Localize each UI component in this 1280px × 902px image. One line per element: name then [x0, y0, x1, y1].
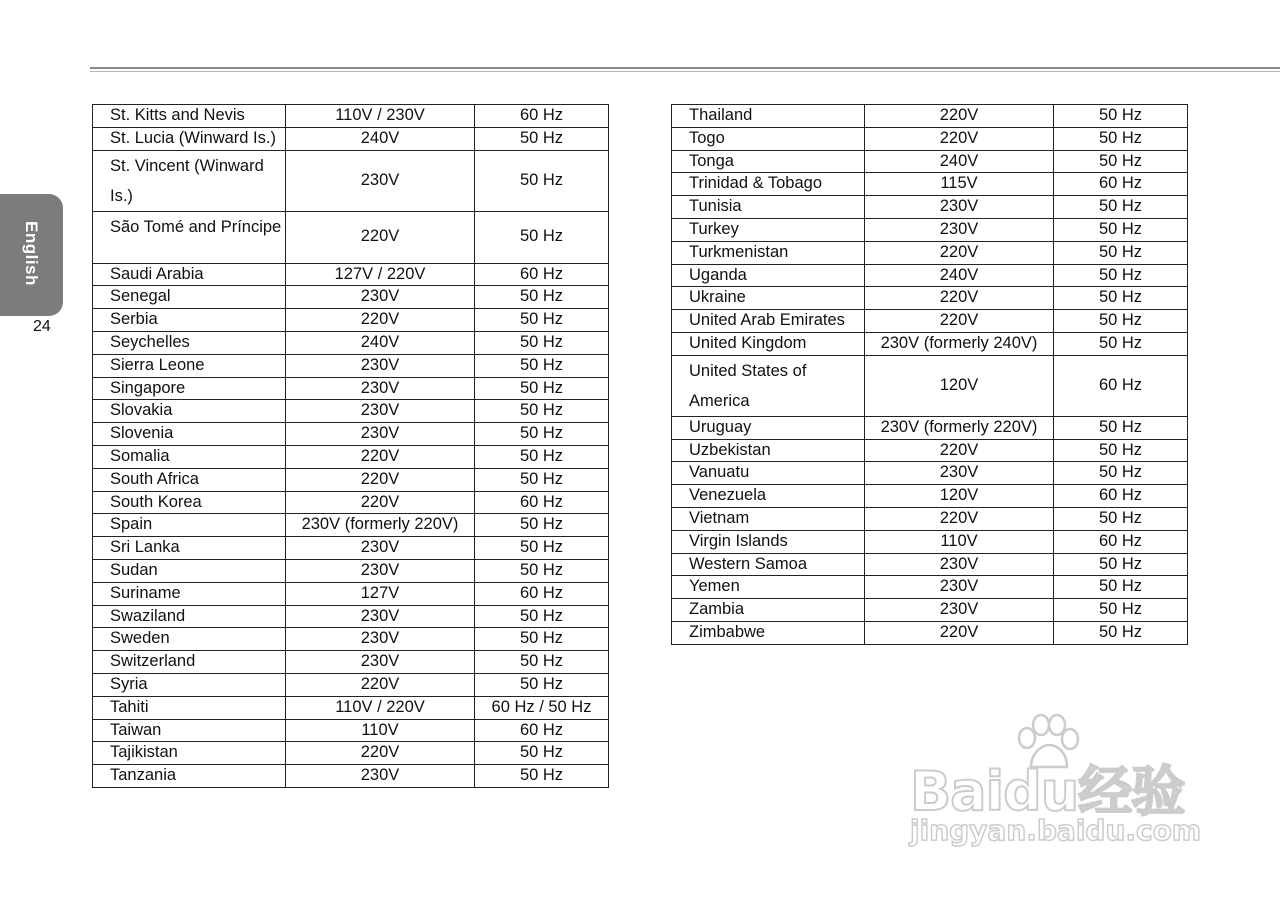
voltage-cell: 220V	[865, 105, 1054, 128]
frequency-cell: 50 Hz	[1054, 507, 1188, 530]
frequency-cell: 50 Hz	[1054, 599, 1188, 622]
country-cell: Saudi Arabia	[93, 263, 286, 286]
frequency-cell: 50 Hz	[475, 331, 609, 354]
country-cell: Uganda	[672, 264, 865, 287]
country-cell: St. Lucia (Winward Is.)	[93, 127, 286, 150]
voltage-cell: 220V	[286, 742, 475, 765]
table-row	[93, 150, 609, 211]
frequency-cell: 60 Hz	[1054, 173, 1188, 196]
voltage-cell: 230V	[286, 423, 475, 446]
frequency-cell: 50 Hz	[1054, 264, 1188, 287]
frequency-cell: 50 Hz	[475, 150, 609, 211]
voltage-cell: 110V / 230V	[286, 105, 475, 128]
country-cell: United States of America	[672, 355, 865, 416]
table-row	[672, 355, 1188, 416]
frequency-cell: 50 Hz	[1054, 105, 1188, 128]
table-row	[672, 218, 1188, 241]
voltage-cell: 220V	[286, 673, 475, 696]
frequency-cell: 60 Hz	[475, 719, 609, 742]
watermark-brand: Baidu经验	[910, 760, 1185, 823]
frequency-cell: 60 Hz	[1054, 530, 1188, 553]
frequency-cell: 50 Hz	[475, 377, 609, 400]
country-cell: Serbia	[93, 309, 286, 332]
country-cell: Virgin Islands	[672, 530, 865, 553]
frequency-cell: 50 Hz	[1054, 462, 1188, 485]
country-cell: Somalia	[93, 445, 286, 468]
frequency-cell: 60 Hz / 50 Hz	[475, 696, 609, 719]
country-cell: Taiwan	[93, 719, 286, 742]
country-cell: South Korea	[93, 491, 286, 514]
country-cell: Vanuatu	[672, 462, 865, 485]
voltage-cell: 220V	[865, 507, 1054, 530]
frequency-cell: 60 Hz	[475, 491, 609, 514]
voltage-cell: 230V	[865, 218, 1054, 241]
country-cell: United Arab Emirates	[672, 310, 865, 333]
frequency-cell: 60 Hz	[1054, 355, 1188, 416]
table-row	[93, 582, 609, 605]
voltage-cell: 230V (formerly 220V)	[286, 514, 475, 537]
frequency-cell: 50 Hz	[475, 127, 609, 150]
voltage-cell: 230V	[865, 553, 1054, 576]
voltage-cell: 240V	[286, 127, 475, 150]
voltage-cell: 220V	[865, 287, 1054, 310]
voltage-cell: 127V	[286, 582, 475, 605]
table-row	[672, 105, 1188, 128]
page-number: 24	[33, 318, 51, 335]
frequency-cell: 50 Hz	[475, 651, 609, 674]
country-cell: Zimbabwe	[672, 621, 865, 644]
table-row	[93, 628, 609, 651]
voltage-table-right	[671, 104, 1188, 645]
voltage-cell: 110V	[286, 719, 475, 742]
table-row	[672, 485, 1188, 508]
table-row	[93, 651, 609, 674]
frequency-cell: 50 Hz	[475, 286, 609, 309]
country-cell: Sierra Leone	[93, 354, 286, 377]
table-row	[93, 211, 609, 263]
country-cell: Switzerland	[93, 651, 286, 674]
frequency-cell: 50 Hz	[1054, 241, 1188, 264]
country-cell: Sudan	[93, 559, 286, 582]
frequency-cell: 50 Hz	[1054, 439, 1188, 462]
voltage-cell: 110V	[865, 530, 1054, 553]
table-row	[672, 576, 1188, 599]
table-row	[93, 468, 609, 491]
table-row	[93, 537, 609, 560]
frequency-cell: 50 Hz	[475, 309, 609, 332]
country-cell: Ukraine	[672, 287, 865, 310]
country-cell: São Tomé and Príncipe	[93, 211, 286, 263]
frequency-cell: 50 Hz	[475, 605, 609, 628]
voltage-cell: 230V	[286, 651, 475, 674]
voltage-cell: 220V	[865, 621, 1054, 644]
table-row	[93, 286, 609, 309]
table-row	[93, 445, 609, 468]
table-row	[93, 559, 609, 582]
table-row	[672, 416, 1188, 439]
frequency-cell: 50 Hz	[475, 514, 609, 537]
country-cell: Tonga	[672, 150, 865, 173]
country-cell: Tunisia	[672, 196, 865, 219]
voltage-cell: 127V / 220V	[286, 263, 475, 286]
frequency-cell: 60 Hz	[475, 105, 609, 128]
header-rule	[90, 67, 1280, 72]
table-row	[672, 507, 1188, 530]
country-cell: Tajikistan	[93, 742, 286, 765]
table-row	[672, 196, 1188, 219]
table-row	[672, 332, 1188, 355]
frequency-cell: 60 Hz	[475, 582, 609, 605]
table-row	[672, 310, 1188, 333]
table-row	[672, 621, 1188, 644]
voltage-cell: 230V	[286, 354, 475, 377]
table-row	[672, 173, 1188, 196]
country-cell: Syria	[93, 673, 286, 696]
table-row	[672, 530, 1188, 553]
country-cell: Turkmenistan	[672, 241, 865, 264]
table-row	[93, 605, 609, 628]
frequency-cell: 50 Hz	[1054, 287, 1188, 310]
voltage-table-left	[92, 104, 609, 788]
voltage-cell: 240V	[865, 264, 1054, 287]
frequency-cell: 50 Hz	[475, 628, 609, 651]
country-cell: Uruguay	[672, 416, 865, 439]
frequency-cell: 50 Hz	[1054, 218, 1188, 241]
voltage-cell: 220V	[286, 468, 475, 491]
table-row	[93, 491, 609, 514]
table-row	[93, 354, 609, 377]
table-row	[93, 377, 609, 400]
table-row	[672, 553, 1188, 576]
country-cell: Tahiti	[93, 696, 286, 719]
country-cell: Yemen	[672, 576, 865, 599]
frequency-cell: 50 Hz	[475, 445, 609, 468]
frequency-cell: 50 Hz	[475, 742, 609, 765]
voltage-cell: 230V	[286, 605, 475, 628]
table-row	[93, 309, 609, 332]
country-cell: Sweden	[93, 628, 286, 651]
voltage-cell: 220V	[865, 127, 1054, 150]
frequency-cell: 50 Hz	[475, 423, 609, 446]
frequency-cell: 50 Hz	[475, 468, 609, 491]
table-row	[93, 263, 609, 286]
voltage-cell: 230V	[286, 628, 475, 651]
voltage-cell: 230V	[865, 196, 1054, 219]
table-row	[93, 514, 609, 537]
frequency-cell: 50 Hz	[475, 559, 609, 582]
voltage-cell: 220V	[865, 439, 1054, 462]
country-cell: Zambia	[672, 599, 865, 622]
voltage-cell: 220V	[286, 491, 475, 514]
country-cell: Vietnam	[672, 507, 865, 530]
table-row	[672, 599, 1188, 622]
country-cell: Sri Lanka	[93, 537, 286, 560]
table-row	[93, 719, 609, 742]
table-row	[93, 673, 609, 696]
frequency-cell: 50 Hz	[1054, 576, 1188, 599]
table-row	[93, 696, 609, 719]
table-row	[672, 462, 1188, 485]
voltage-cell: 220V	[286, 445, 475, 468]
country-cell: Western Samoa	[672, 553, 865, 576]
frequency-cell: 50 Hz	[1054, 416, 1188, 439]
country-cell: United Kingdom	[672, 332, 865, 355]
frequency-cell: 50 Hz	[475, 673, 609, 696]
table-row	[93, 423, 609, 446]
country-cell: Suriname	[93, 582, 286, 605]
frequency-cell: 50 Hz	[475, 765, 609, 788]
voltage-cell: 230V	[286, 400, 475, 423]
country-cell: Togo	[672, 127, 865, 150]
voltage-cell: 230V (formerly 220V)	[865, 416, 1054, 439]
country-cell: Senegal	[93, 286, 286, 309]
voltage-cell: 230V	[865, 462, 1054, 485]
voltage-cell: 220V	[865, 310, 1054, 333]
frequency-cell: 50 Hz	[475, 537, 609, 560]
voltage-cell: 230V	[865, 576, 1054, 599]
frequency-cell: 50 Hz	[1054, 332, 1188, 355]
table-row	[672, 150, 1188, 173]
voltage-cell: 220V	[865, 241, 1054, 264]
voltage-cell: 230V	[286, 765, 475, 788]
table-row	[672, 127, 1188, 150]
frequency-cell: 50 Hz	[1054, 150, 1188, 173]
voltage-cell: 240V	[865, 150, 1054, 173]
table-row	[672, 264, 1188, 287]
table-row	[93, 765, 609, 788]
frequency-cell: 50 Hz	[1054, 127, 1188, 150]
table-row	[93, 400, 609, 423]
language-tab-label: English	[22, 221, 41, 286]
frequency-cell: 50 Hz	[1054, 621, 1188, 644]
table-row	[93, 105, 609, 128]
voltage-cell: 110V / 220V	[286, 696, 475, 719]
frequency-cell: 50 Hz	[475, 211, 609, 263]
frequency-cell: 50 Hz	[1054, 196, 1188, 219]
country-cell: St. Vincent (Winward Is.)	[93, 150, 286, 211]
baidu-watermark	[905, 712, 1205, 857]
watermark-url: jingyan.baidu.com	[910, 814, 1202, 847]
voltage-cell: 120V	[865, 355, 1054, 416]
country-cell: Singapore	[93, 377, 286, 400]
voltage-cell: 230V	[286, 286, 475, 309]
country-cell: Slovenia	[93, 423, 286, 446]
country-cell: Thailand	[672, 105, 865, 128]
frequency-cell: 50 Hz	[1054, 310, 1188, 333]
voltage-cell: 220V	[286, 211, 475, 263]
table-row	[672, 287, 1188, 310]
voltage-cell: 220V	[286, 309, 475, 332]
table-row	[672, 241, 1188, 264]
voltage-cell: 230V	[286, 377, 475, 400]
country-cell: Spain	[93, 514, 286, 537]
country-cell: Slovakia	[93, 400, 286, 423]
table-row	[93, 331, 609, 354]
frequency-cell: 50 Hz	[475, 354, 609, 377]
country-cell: Tanzania	[93, 765, 286, 788]
country-cell: South Africa	[93, 468, 286, 491]
frequency-cell: 50 Hz	[1054, 553, 1188, 576]
frequency-cell: 60 Hz	[1054, 485, 1188, 508]
table-row	[672, 439, 1188, 462]
country-cell: Turkey	[672, 218, 865, 241]
country-cell: Venezuela	[672, 485, 865, 508]
country-cell: St. Kitts and Nevis	[93, 105, 286, 128]
voltage-cell: 230V (formerly 240V)	[865, 332, 1054, 355]
voltage-cell: 230V	[286, 150, 475, 211]
table-row	[93, 742, 609, 765]
voltage-cell: 115V	[865, 173, 1054, 196]
voltage-cell: 230V	[865, 599, 1054, 622]
country-cell: Seychelles	[93, 331, 286, 354]
voltage-cell: 120V	[865, 485, 1054, 508]
voltage-cell: 230V	[286, 559, 475, 582]
voltage-cell: 230V	[286, 537, 475, 560]
country-cell: Uzbekistan	[672, 439, 865, 462]
voltage-cell: 240V	[286, 331, 475, 354]
frequency-cell: 60 Hz	[475, 263, 609, 286]
table-row	[93, 127, 609, 150]
country-cell: Swaziland	[93, 605, 286, 628]
frequency-cell: 50 Hz	[475, 400, 609, 423]
country-cell: Trinidad & Tobago	[672, 173, 865, 196]
